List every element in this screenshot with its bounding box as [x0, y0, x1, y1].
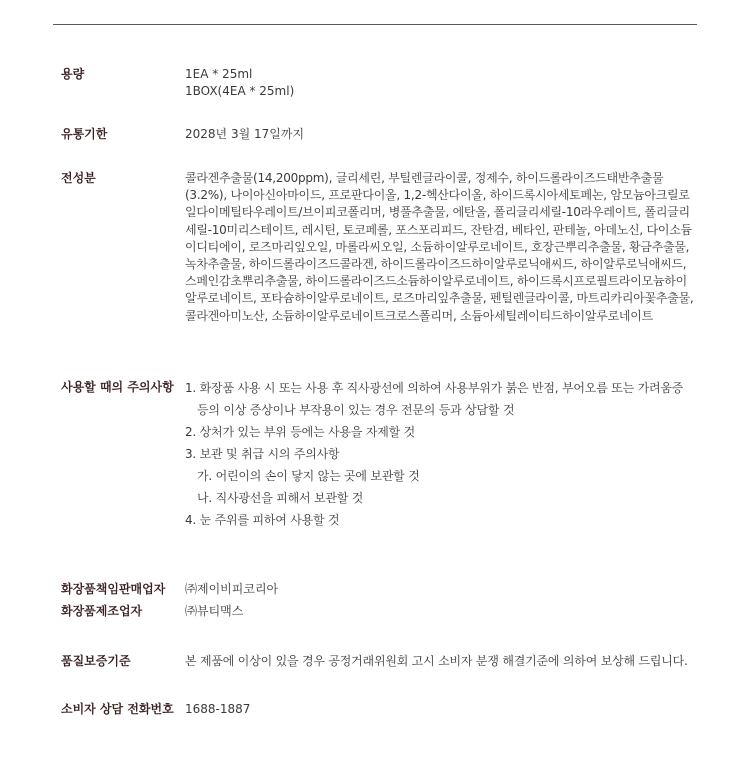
- expiry-value: 2028년 3월 17일까지: [185, 127, 305, 141]
- precaution-item: 4. 눈 주위를 피하여 사용할 것: [185, 513, 340, 527]
- phone-label: 소비자 상담 전화번호: [61, 702, 174, 716]
- expiry-label: 유통기한: [61, 127, 108, 141]
- precautions-label: 사용할 때의 주의사항: [61, 380, 174, 394]
- precaution-item: 나. 직사광선을 피해서 보관할 것: [197, 491, 364, 505]
- precautions-list: [185, 377, 697, 531]
- precaution-item: 1. 화장품 사용 시 또는 사용 후 직사광선에 의하여 사용부위가 붉은 반점, 부어오름 또는 가려움증: [185, 381, 684, 395]
- quality-value: 본 제품에 이상이 있을 경우 공정거래위원회 고시 소비자 분쟁 해결기준에 의하여 보상해 드립니다.: [185, 654, 688, 668]
- precaution-item: 3. 보관 및 취급 시의 주의사항: [185, 447, 340, 461]
- quality-label: 품질보증기준: [61, 654, 131, 668]
- seller-label: 화장품책임판매업자: [61, 582, 166, 596]
- precaution-item: 2. 상처가 있는 부위 등에는 사용을 자제할 것: [185, 425, 416, 439]
- capacity-value: [185, 66, 697, 100]
- precaution-item: 등의 이상 증상이나 부작용이 있는 경우 전문의 등과 상담할 것: [197, 403, 515, 417]
- phone-value: 1688-1887: [185, 702, 251, 716]
- top-divider: [53, 24, 697, 25]
- capacity-line-2: 1BOX(4EA * 25ml): [185, 84, 295, 98]
- capacity-label: 용량: [61, 67, 85, 81]
- capacity-line-1: 1EA * 25ml: [185, 67, 253, 81]
- seller-value: ㈜제이비피코리아: [185, 582, 279, 596]
- ingredients-label: 전성분: [61, 171, 96, 185]
- manufacturer-value: ㈜뷰티맥스: [185, 604, 244, 618]
- precaution-item: 가. 어린이의 손이 닿지 않는 곳에 보관할 것: [197, 469, 420, 483]
- ingredients-value: 콜라겐추출물(14,200ppm), 글리세린, 부틸렌글라이콜, 정제수, 하이드롤라이즈드태반추출물(3.2%), 나이아신아마이드, 프로판다이올, 1,2-헥산다이올, 하이드록시아세토페논, 암모늄아크릴로일다이메틸타우레이트/브이피코폴리머, 병풀추출물, 에탄올, 폴리글리세릴-10라우레이트, 폴리글리세릴-10미리스테이트, 레시틴, 토코페롤, 포스포리피드, 잔탄검, 베타인, 판테놀, 아데노신, 다이소듐이디티에이, 로즈마리잎오일, 마롤라씨오일, 소듐하이알루로네이트, 호장근뿌리추출물, 황금추출물, 녹차추출물, 하이드롤라이즈드콜라겐, 하이드롤라이즈드하이알루로닉애씨드, 하이알루로닉애씨드, 스페인감초뿌리추출물, 하이드롤라이즈드소듐하이알루로네이트, 하이드록시프로필트라이모늄하이알루로네이트, 포타슘하이알루로네이트, 로즈마리잎추출물, 펜틸렌글라이콜, 마트리카리아꽃추출물, 콜라겐아미노산, 소듐하이알루로네이트크로스폴리머, 소듐아세틸레이티드하이알루로네이트: [185, 171, 694, 323]
- manufacturer-label: 화장품제조업자: [61, 604, 143, 618]
